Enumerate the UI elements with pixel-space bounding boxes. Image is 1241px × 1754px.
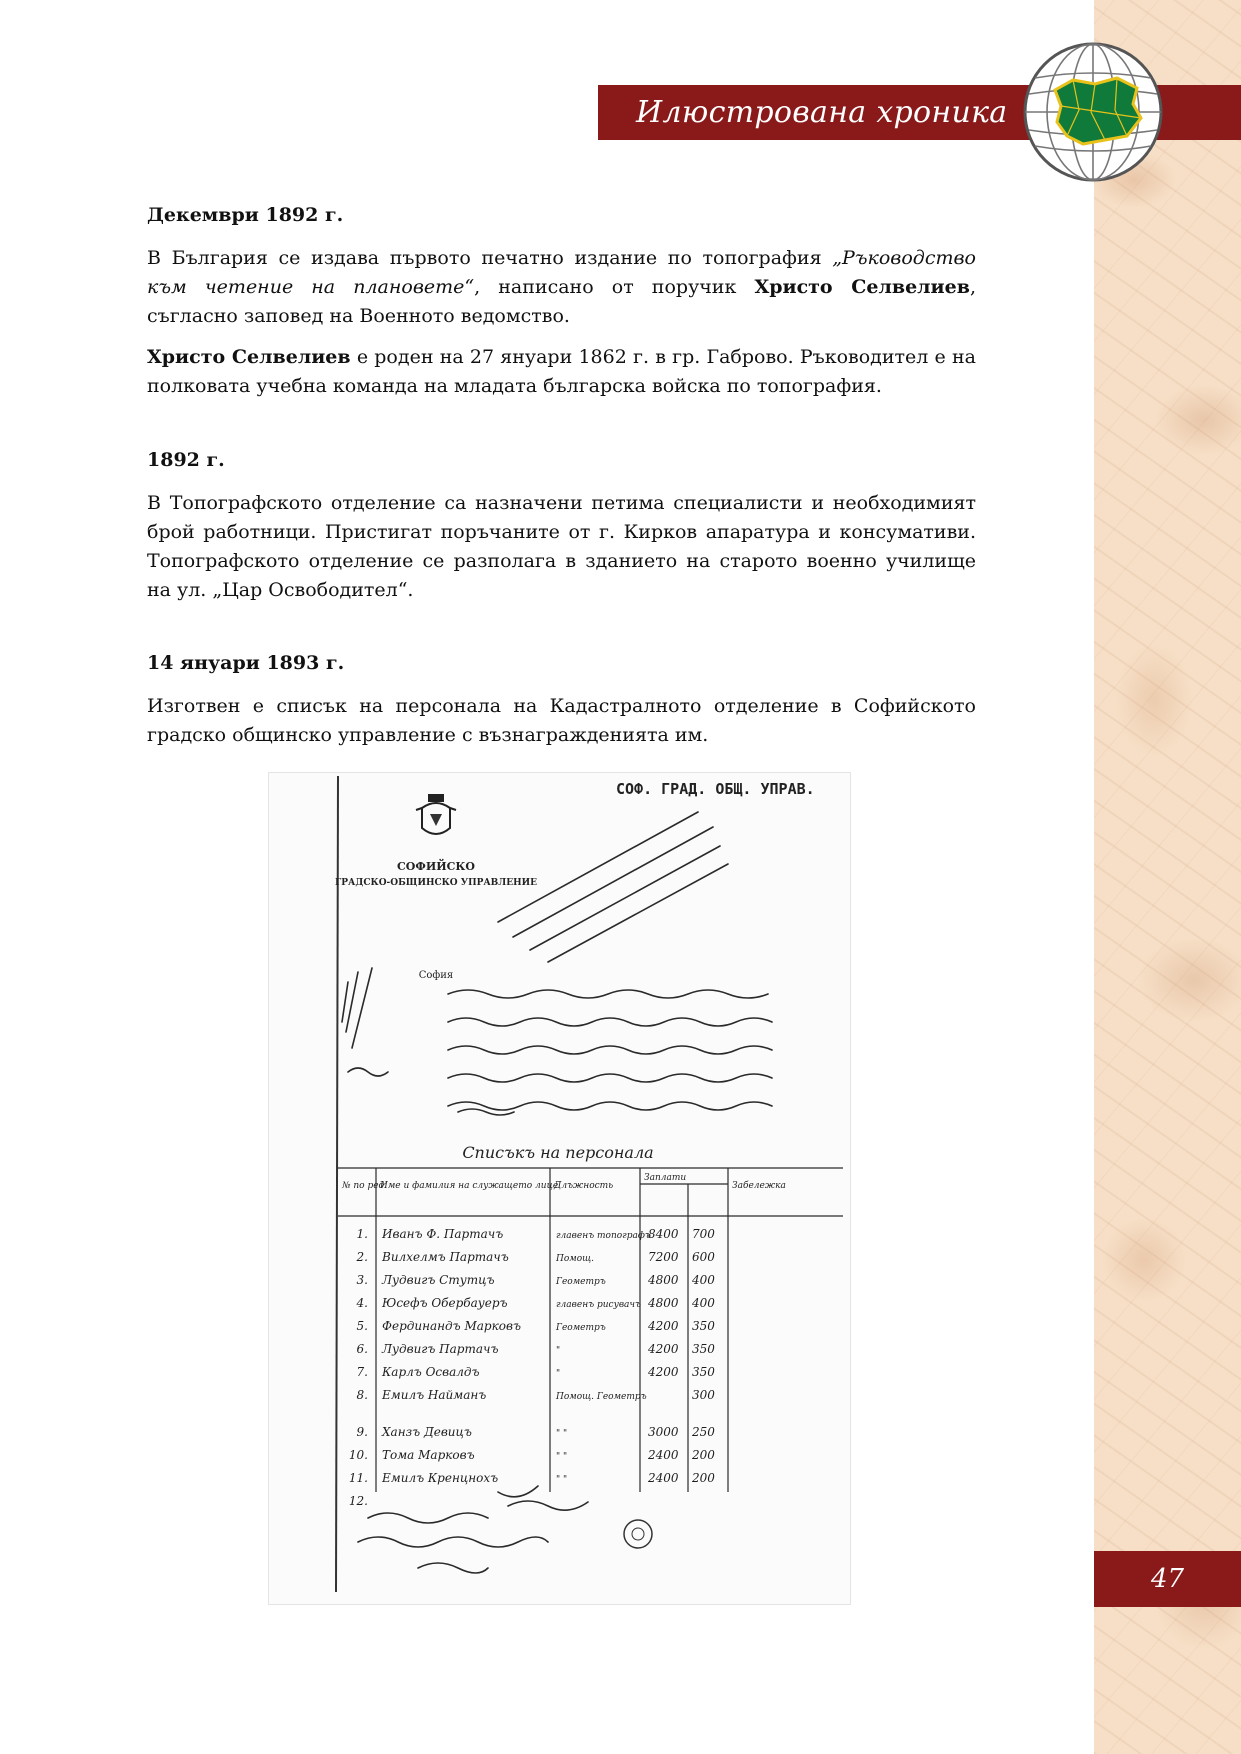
scan-cell-n: 1. xyxy=(356,1227,368,1241)
scan-cell-b: 250 xyxy=(692,1425,715,1439)
letterhead-line-1: СОФИЙСКО xyxy=(397,860,475,873)
scan-cell-n: 8. xyxy=(356,1388,368,1402)
scan-cell-n: 4. xyxy=(356,1296,368,1310)
scan-cell-name: Емилъ Кренцнохъ xyxy=(382,1471,499,1485)
text-run: е роден на 27 януари 1862 г. в гр. Габрово. Ръководител е на полковата учебна команда на младата българска войска по топография. xyxy=(147,346,977,397)
scan-cell-b: 350 xyxy=(692,1319,715,1333)
scan-cell-role: Помощ. xyxy=(556,1254,595,1264)
scan-cell-b: 200 xyxy=(692,1471,715,1485)
scanned-document-image xyxy=(268,772,851,1605)
scan-cell-role: главенъ рисувачъ xyxy=(556,1300,642,1310)
table-header: № по ред xyxy=(342,1181,385,1191)
scan-cell-name: Ханзъ Девицъ xyxy=(382,1425,472,1439)
handwriting-strokes xyxy=(342,812,772,1115)
text-run: , написано от поручик xyxy=(474,276,755,298)
paragraph xyxy=(147,244,976,331)
paragraph xyxy=(147,489,976,605)
section-january-1893 xyxy=(147,652,976,762)
city-label: София xyxy=(418,970,454,981)
scan-cell-role: " xyxy=(556,1346,561,1356)
globe-logo-icon xyxy=(1021,40,1165,184)
scan-cell-b: 400 xyxy=(692,1296,715,1310)
scan-cell-n: 10. xyxy=(348,1448,368,1462)
scan-cell-n: 6. xyxy=(356,1342,368,1356)
scan-cell-a: 3000 xyxy=(648,1425,679,1439)
scan-cell-name: Емилъ Найманъ xyxy=(382,1388,487,1402)
coat-of-arms-icon xyxy=(416,794,456,834)
scan-cell-b: 350 xyxy=(692,1342,715,1356)
scanned-document-drawing xyxy=(268,772,851,1605)
book-title: „Ръководство към четение на плановете“ xyxy=(147,247,976,298)
scan-cell-name: Юсефъ Обербауеръ xyxy=(382,1296,508,1310)
table-header: Заплати xyxy=(644,1173,687,1183)
header-title: Илюстрована хроника xyxy=(636,95,1008,130)
text-run: Изготвен е списък на персонала на Кадастралното отделение в Софийското градско общинско управление с възнагражденията им. xyxy=(147,695,976,746)
scan-cell-a: 8400 xyxy=(648,1227,679,1241)
scan-cell-n: 3. xyxy=(356,1273,368,1287)
page-number: 47 xyxy=(1150,1564,1185,1594)
scan-cell-b: 300 xyxy=(692,1388,715,1402)
paragraph xyxy=(147,692,976,750)
scan-cell-role: главенъ топографъ xyxy=(556,1231,651,1241)
scan-cell-role: " " xyxy=(556,1452,568,1462)
table-header: Длъжность xyxy=(554,1181,614,1191)
scan-cell-n: 11. xyxy=(348,1471,368,1485)
person-name: Христо Селвелиев xyxy=(754,276,970,298)
person-name: Христо Селвелиев xyxy=(147,346,351,368)
section-date: Декември 1892 г. xyxy=(147,204,344,226)
scan-cell-b: 700 xyxy=(692,1227,715,1241)
paragraph xyxy=(147,343,976,401)
section-date: 1892 г. xyxy=(147,449,225,471)
scan-cell-a: 4200 xyxy=(648,1319,679,1333)
scan-cell-n: 5. xyxy=(356,1319,368,1333)
scan-cell-n: 7. xyxy=(356,1365,368,1379)
scan-cell-role: Геометръ xyxy=(556,1323,606,1333)
scan-cell-role: " xyxy=(556,1369,561,1379)
section-december-1892 xyxy=(147,204,976,413)
scan-cell-role: " " xyxy=(556,1429,568,1439)
table-header: Забележка xyxy=(732,1181,786,1191)
scan-cell-a: 2400 xyxy=(648,1448,679,1462)
round-seal-icon xyxy=(624,1520,652,1548)
scan-cell-a: 4200 xyxy=(648,1365,679,1379)
scan-cell-a: 4800 xyxy=(648,1296,679,1310)
scan-cell-n: 12. xyxy=(348,1494,368,1508)
scan-cell-n: 9. xyxy=(356,1425,368,1439)
scan-cell-n: 2. xyxy=(356,1250,368,1264)
scan-cell-a: 4200 xyxy=(648,1342,679,1356)
table-header: Име и фамилия на служащето лице xyxy=(380,1181,559,1191)
scan-cell-role: " " xyxy=(556,1475,568,1485)
scan-cell-name: Иванъ Ф. Партачъ xyxy=(382,1227,504,1241)
scan-cell-a: 2400 xyxy=(648,1471,679,1485)
section-1892 xyxy=(147,449,976,617)
scan-cell-name: Вилхелмъ Партачъ xyxy=(382,1250,509,1264)
registry-stamp: СОФ. ГРАД. ОБЩ. УПРАВ. xyxy=(616,780,815,798)
text-run: , съгласно заповед на Военното ведомство. xyxy=(147,276,976,327)
scan-cell-name: Лудвигъ Партачъ xyxy=(382,1342,499,1356)
text-run: В България се издава първото печатно издание по топография xyxy=(147,247,833,269)
decorative-map-strip xyxy=(1094,0,1241,1754)
scan-cell-role: Помощ. Геометръ xyxy=(556,1392,647,1402)
scan-cell-name: Лудвигъ Стутцъ xyxy=(382,1273,495,1287)
scan-cell-name: Тома Марковъ xyxy=(382,1448,475,1462)
scan-cell-b: 400 xyxy=(692,1273,715,1287)
page-number-tab xyxy=(1094,1551,1241,1607)
scan-cell-b: 200 xyxy=(692,1448,715,1462)
scan-cell-b: 350 xyxy=(692,1365,715,1379)
text-run: В Топографското отделение са назначени петима специалисти и необходимият брой работници. Пристигат поръчаните от г. Кирков апаратура и консумативи. Топографското отделение се разполага в зданието на старото военно училище на ул. „Цар Освободител“. xyxy=(147,492,976,601)
scan-cell-name: Карлъ Освалдъ xyxy=(382,1365,480,1379)
list-title: Списъкъ на персонала xyxy=(462,1143,654,1162)
scan-cell-a: 4800 xyxy=(648,1273,679,1287)
scan-cell-name: Фердинандъ Марковъ xyxy=(382,1319,521,1333)
scan-cell-a: 7200 xyxy=(648,1250,679,1264)
scan-cell-role: Геометръ xyxy=(556,1277,606,1287)
letterhead-line-2: ГРАДСКО-ОБЩИНСКО УПРАВЛЕНИЕ xyxy=(335,878,537,888)
signature-strokes xyxy=(358,1486,588,1573)
scan-cell-b: 600 xyxy=(692,1250,715,1264)
section-date: 14 януари 1893 г. xyxy=(147,652,345,674)
